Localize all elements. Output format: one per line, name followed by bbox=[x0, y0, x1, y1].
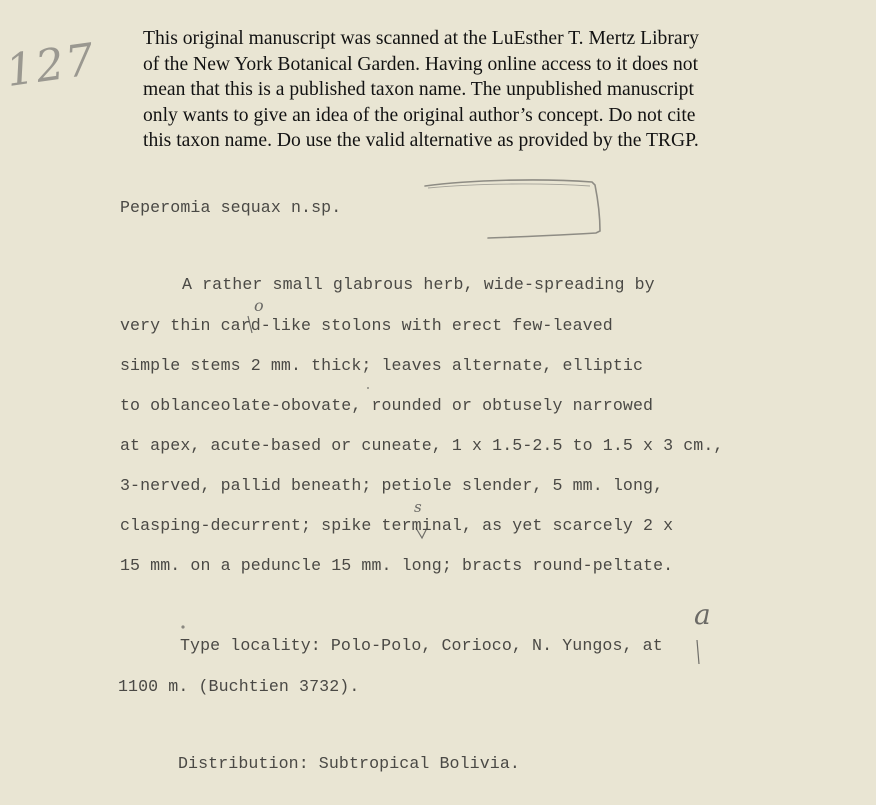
notice-line: mean that this is a published taxon name. The unpublished manuscript bbox=[143, 79, 694, 100]
spike-correction: s bbox=[414, 498, 422, 516]
card-correction: o bbox=[254, 296, 264, 315]
type-locality-line: 1100 m. (Buchtien 3732). bbox=[118, 677, 360, 696]
description-line: clasping-decurrent; spike terminal, as yet scarcely 2 x bbox=[120, 516, 674, 535]
description-line: A rather small glabrous herb, wide-spreading by bbox=[182, 275, 655, 294]
margin-number: 127 bbox=[2, 33, 100, 98]
description-line: 15 mm. on a peduncle 15 mm. long; bracts round-peltate. bbox=[120, 556, 674, 575]
description-line: at apex, acute-based or cuneate, 1 x 1.5-2.5 to 1.5 x 3 cm., bbox=[120, 436, 724, 455]
description-line: 3-nerved, pallid beneath; petiole slender, 5 mm. long, bbox=[120, 476, 664, 495]
notice-line: only wants to give an idea of the original author’s concept. Do not cite bbox=[143, 104, 696, 126]
type-locality-line: Type locality: Polo-Polo, Corioco, N. Yungos, at bbox=[180, 636, 663, 655]
description-line: simple stems 2 mm. thick; leaves alternate, elliptic bbox=[120, 356, 644, 375]
description-line: very thin card-like stolons with erect few-leaved bbox=[120, 316, 613, 335]
distribution-line: Distribution: Subtropical Bolivia. bbox=[178, 754, 520, 773]
description-line: to oblanceolate-obovate, rounded or obtusely narrowed bbox=[120, 396, 654, 415]
notice-line: This original manuscript was scanned at the LuEsther T. Mertz Library bbox=[143, 28, 699, 49]
species-title: Peperomia sequax n.sp. bbox=[120, 198, 342, 217]
yungos-correction: a bbox=[694, 598, 711, 631]
notice-line: this taxon name. Do use the valid alternative as provided by the TRGP. bbox=[143, 130, 699, 151]
notice-line: of the New York Botanical Garden. Having online access to it does not bbox=[143, 53, 699, 75]
